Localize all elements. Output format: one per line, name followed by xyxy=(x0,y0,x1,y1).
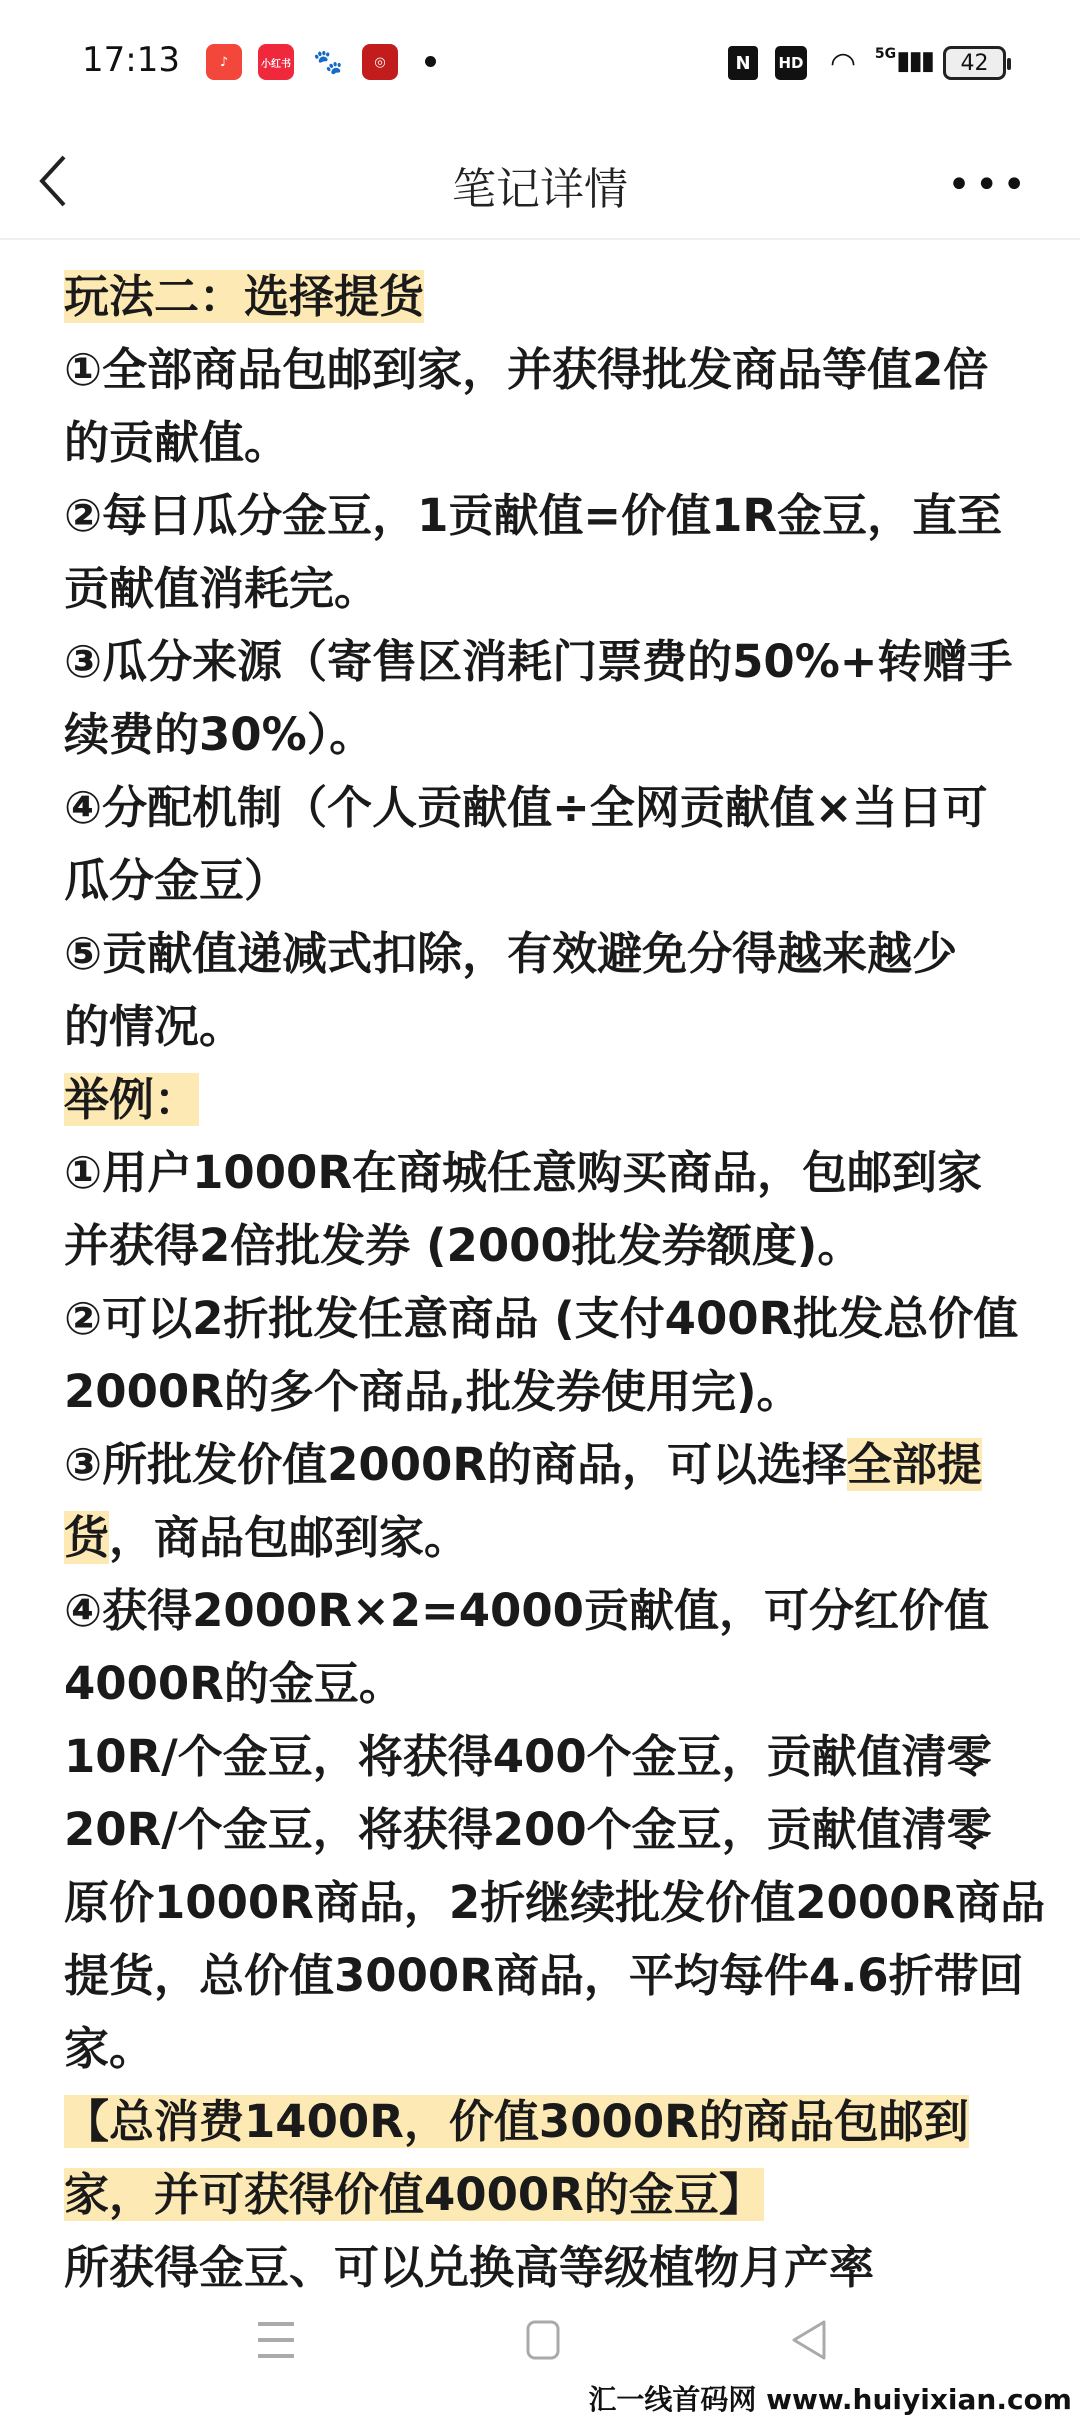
text-segment: 家。 xyxy=(64,2022,155,2075)
text-segment: ④分配机制（个人贡献值÷全网贡献值×当日可 xyxy=(64,781,988,834)
clock: 17:13 xyxy=(82,40,180,80)
page-title: 笔记详情 xyxy=(452,164,628,215)
text-line xyxy=(64,1063,1024,1136)
baidu-app-icon: 🐾 xyxy=(313,48,343,76)
network-type: 5G xyxy=(874,46,897,62)
text-line xyxy=(64,333,1024,406)
text-line xyxy=(64,2012,1024,2085)
text-line xyxy=(64,1136,1024,1209)
text-line xyxy=(64,552,1024,625)
highlighted-text: 全部提 xyxy=(847,1438,983,1491)
text-segment: ①用户1000R在商城任意购买商品，包邮到家 xyxy=(64,1146,982,1199)
notification-dot-icon xyxy=(425,56,436,67)
text-line xyxy=(64,1574,1024,1647)
hd-icon: HD xyxy=(775,46,807,80)
battery-icon: 42 xyxy=(943,46,1006,80)
home-icon[interactable] xyxy=(526,2320,560,2360)
menu-icon[interactable] xyxy=(258,2320,294,2360)
highlighted-text: 货 xyxy=(64,1511,110,1564)
text-segment: 4000R的金豆。 xyxy=(64,1657,404,1710)
text-segment: ②每日瓜分金豆，1贡献值=价值1R金豆，直至 xyxy=(64,489,1003,542)
highlighted-text: 举例： xyxy=(64,1073,200,1126)
text-line xyxy=(64,1355,1024,1428)
highlighted-text: 玩法二：选择提货 xyxy=(64,270,425,323)
text-segment: 并获得2倍批发券 (2000批发券额度)。 xyxy=(64,1219,863,1272)
text-line xyxy=(64,1793,1024,1866)
text-segment: ⑤贡献值递减式扣除，有效避免分得越来越少 xyxy=(64,927,958,980)
text-line xyxy=(64,698,1024,771)
text-line xyxy=(64,1939,1024,2012)
text-line xyxy=(64,2231,1024,2304)
text-line xyxy=(64,990,1024,1063)
text-segment: 2000R的多个商品,批发券使用完)。 xyxy=(64,1365,802,1418)
text-segment: 提货，总价值3000R商品，平均每件4.6折带回 xyxy=(64,1949,1024,2002)
text-segment: ①全部商品包邮到家，并获得批发商品等值2倍 xyxy=(64,343,989,396)
text-line xyxy=(64,1647,1024,1720)
bank-app-icon: ◎ xyxy=(362,44,398,80)
text-line xyxy=(64,844,1024,917)
xiaohongshu-app-icon: 小红书 xyxy=(258,44,294,80)
text-line xyxy=(64,1282,1024,1355)
text-segment: ③瓜分来源（寄售区消耗门票费的50%+转赠手 xyxy=(64,635,1013,688)
text-segment: 20R/个金豆，将获得200个金豆，贡献值清零 xyxy=(64,1803,992,1856)
nfc-icon: N xyxy=(728,46,758,80)
text-line xyxy=(64,1866,1046,1939)
text-segment: 10R/个金豆，将获得400个金豆，贡献值清零 xyxy=(64,1730,992,1783)
text-segment: 原价1000R商品，2折继续批发价值2000R商品 xyxy=(64,1876,1046,1929)
text-segment: 所获得金豆、可以兑换高等级植物月产率 xyxy=(64,2241,875,2294)
text-segment: 的情况。 xyxy=(64,1000,245,1053)
text-line xyxy=(64,479,1024,552)
top-nav xyxy=(0,125,1080,240)
system-nav-bar xyxy=(0,2300,1080,2380)
text-line xyxy=(64,771,1024,844)
text-segment: ③所批发价值2000R的商品，可以选择 xyxy=(64,1438,847,1491)
back-nav-icon[interactable] xyxy=(790,2320,826,2360)
text-segment: 瓜分金豆） xyxy=(64,854,290,907)
text-line xyxy=(64,625,1024,698)
signal-5g-icon: 5G ▮▮▮ xyxy=(874,46,934,76)
text-segment: 续费的30%）。 xyxy=(64,708,375,761)
text-segment: ④获得2000R×2=4000贡献值，可分红价值 xyxy=(64,1584,989,1637)
text-line xyxy=(64,2158,1024,2231)
note-content xyxy=(64,260,1046,2304)
text-line xyxy=(64,1501,1024,1574)
text-line xyxy=(64,1209,1024,1282)
highlighted-text: 家，并可获得价值4000R的金豆】 xyxy=(64,2168,764,2221)
text-line xyxy=(64,1720,1024,1793)
text-segment: 贡献值消耗完。 xyxy=(64,562,380,615)
highlighted-text: 【总消费1400R，价值3000R的商品包邮到 xyxy=(64,2095,969,2148)
text-line xyxy=(64,406,1024,479)
wifi-icon: ◠ xyxy=(831,45,855,81)
text-segment: 的贡献值。 xyxy=(64,416,290,469)
text-line xyxy=(64,917,1024,990)
text-segment: ，商品包邮到家。 xyxy=(109,1511,470,1564)
text-line xyxy=(64,260,1024,333)
status-bar xyxy=(0,0,1080,125)
more-options-button[interactable]: ••• xyxy=(947,162,1030,208)
text-line xyxy=(64,2085,1024,2158)
music-app-icon: ♪ xyxy=(206,44,242,80)
watermark: 汇一线首码网 www.huiyixian.com xyxy=(588,2383,1072,2416)
text-line xyxy=(64,1428,1024,1501)
text-segment: ②可以2折批发任意商品 (支付400R批发总价值 xyxy=(64,1292,1019,1345)
